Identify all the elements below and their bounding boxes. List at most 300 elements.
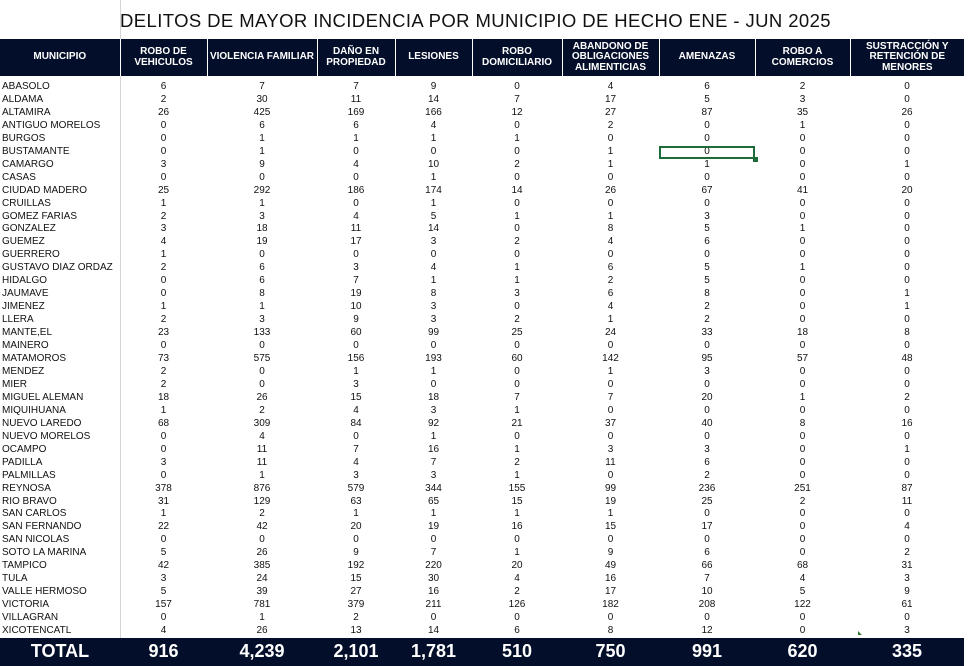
value-cell[interactable]: 1: [904, 443, 910, 455]
value-cell[interactable]: 133: [253, 327, 271, 339]
value-cell[interactable]: 1: [259, 132, 265, 144]
total-cell[interactable]: 2,101: [317, 638, 395, 666]
value-cell[interactable]: 2: [514, 456, 520, 468]
value-cell[interactable]: 4: [353, 158, 359, 170]
value-cell[interactable]: 1: [607, 314, 614, 326]
value-cell[interactable]: 8: [607, 223, 614, 235]
value-cell[interactable]: 0: [904, 365, 910, 377]
value-cell[interactable]: 3: [904, 573, 910, 585]
value-cell[interactable]: 0: [160, 443, 167, 455]
value-cell[interactable]: 344: [425, 482, 442, 494]
municipio-cell[interactable]: LLERA: [2, 314, 34, 326]
value-cell[interactable]: 1: [607, 145, 614, 157]
value-cell[interactable]: 122: [794, 599, 811, 611]
value-cell[interactable]: 0: [430, 249, 437, 261]
value-cell[interactable]: 0: [430, 340, 437, 352]
value-cell[interactable]: 2: [799, 81, 806, 92]
value-cell[interactable]: 1: [607, 158, 614, 170]
value-cell[interactable]: 0: [160, 119, 167, 131]
value-cell[interactable]: 0: [799, 612, 806, 624]
value-cell[interactable]: 0: [904, 340, 910, 352]
value-cell[interactable]: 208: [698, 599, 716, 611]
value-cell[interactable]: 0: [160, 145, 167, 157]
header-robo-domiciliario[interactable]: ROBO DOMICILIARIO: [472, 39, 562, 76]
value-cell[interactable]: 0: [904, 456, 910, 468]
value-cell[interactable]: 1: [430, 171, 437, 183]
value-cell[interactable]: 129: [253, 495, 271, 507]
municipio-cell[interactable]: JIMENEZ: [2, 301, 45, 313]
value-cell[interactable]: 0: [799, 456, 806, 468]
value-cell[interactable]: 251: [794, 482, 811, 494]
value-cell[interactable]: 3: [430, 314, 437, 326]
value-cell[interactable]: 211: [425, 599, 442, 611]
municipio-cell[interactable]: NUEVO MORELOS: [2, 430, 91, 442]
value-cell[interactable]: 2: [799, 495, 806, 507]
value-cell[interactable]: 3: [904, 625, 910, 637]
value-cell[interactable]: 186: [347, 184, 365, 196]
value-cell[interactable]: 18: [157, 391, 170, 403]
municipio-cell[interactable]: SAN CARLOS: [2, 508, 67, 520]
municipio-cell[interactable]: MIQUIHUANA: [2, 404, 66, 416]
value-cell[interactable]: 20: [511, 560, 523, 572]
municipio-cell[interactable]: BURGOS: [2, 132, 46, 144]
value-cell[interactable]: 18: [427, 391, 440, 403]
value-cell[interactable]: 1: [430, 275, 437, 287]
value-cell[interactable]: 0: [904, 145, 910, 157]
value-cell[interactable]: 49: [604, 560, 617, 572]
value-cell[interactable]: 10: [350, 301, 362, 313]
value-cell[interactable]: 166: [425, 106, 442, 118]
value-cell[interactable]: 42: [157, 560, 170, 572]
value-cell[interactable]: 1: [607, 508, 614, 520]
value-cell[interactable]: 13: [350, 625, 362, 637]
value-cell[interactable]: 37: [604, 417, 617, 429]
value-cell[interactable]: 24: [604, 327, 617, 339]
total-cell[interactable]: 620: [755, 638, 850, 666]
value-cell[interactable]: 4: [904, 521, 910, 533]
value-cell[interactable]: 0: [904, 378, 910, 390]
municipio-cell[interactable]: VALLE HERMOSO: [2, 586, 87, 598]
value-cell[interactable]: 35: [796, 106, 809, 118]
value-cell[interactable]: 0: [607, 404, 614, 416]
value-cell[interactable]: 8: [259, 288, 265, 300]
value-cell[interactable]: 87: [901, 482, 913, 494]
header-sustraccion-menores[interactable]: SUSTRACCIÓN Y RETENCIÓN DE MENORES: [850, 39, 964, 76]
value-cell[interactable]: 1: [259, 469, 265, 481]
value-cell[interactable]: 12: [511, 106, 523, 118]
municipio-cell[interactable]: TULA: [2, 573, 28, 585]
value-cell[interactable]: 0: [904, 171, 910, 183]
value-cell[interactable]: 15: [511, 495, 523, 507]
value-cell[interactable]: 68: [796, 560, 809, 572]
value-cell[interactable]: 425: [253, 106, 271, 118]
value-cell[interactable]: 1: [607, 210, 614, 222]
value-cell[interactable]: 0: [799, 365, 806, 377]
value-cell[interactable]: 9: [607, 547, 614, 559]
value-cell[interactable]: 4: [259, 430, 265, 442]
value-cell[interactable]: 1: [514, 210, 520, 222]
municipio-cell[interactable]: VICTORIA: [2, 599, 50, 611]
value-cell[interactable]: 8: [430, 288, 437, 300]
total-cell[interactable]: 510: [472, 638, 562, 666]
value-cell[interactable]: 1: [160, 508, 167, 520]
total-cell[interactable]: 1,781: [395, 638, 472, 666]
value-cell[interactable]: 0: [259, 378, 265, 390]
total-cell[interactable]: 335: [850, 638, 964, 666]
value-cell[interactable]: 575: [253, 353, 271, 365]
value-cell[interactable]: 42: [256, 521, 268, 533]
value-cell[interactable]: 0: [514, 249, 520, 261]
value-cell[interactable]: 17: [604, 93, 617, 105]
value-cell[interactable]: 1: [353, 132, 359, 144]
municipio-cell[interactable]: GONZALEZ: [2, 223, 56, 235]
municipio-cell[interactable]: MIER: [2, 378, 27, 390]
municipio-cell[interactable]: GUERRERO: [2, 249, 60, 261]
value-cell[interactable]: 0: [160, 340, 167, 352]
value-cell[interactable]: 3: [514, 288, 520, 300]
value-cell[interactable]: 0: [799, 236, 806, 248]
value-cell[interactable]: 2: [704, 301, 710, 313]
value-cell[interactable]: 10: [427, 158, 440, 170]
value-cell[interactable]: 92: [427, 417, 440, 429]
value-cell[interactable]: 27: [350, 586, 362, 598]
value-cell[interactable]: 5: [704, 262, 710, 274]
value-cell[interactable]: 11: [350, 93, 362, 105]
value-cell[interactable]: 0: [160, 275, 167, 287]
total-cell[interactable]: 991: [659, 638, 755, 666]
value-cell[interactable]: 2: [704, 469, 710, 481]
value-cell[interactable]: 7: [430, 456, 437, 468]
value-cell[interactable]: 0: [160, 430, 167, 442]
value-cell[interactable]: 0: [799, 521, 806, 533]
value-cell[interactable]: 84: [350, 417, 362, 429]
selected-cell[interactable]: 0: [659, 146, 755, 159]
value-cell[interactable]: 182: [602, 599, 619, 611]
value-cell[interactable]: 20: [901, 184, 913, 196]
value-cell[interactable]: 0: [160, 171, 167, 183]
value-cell[interactable]: 0: [514, 430, 520, 442]
value-cell[interactable]: 2: [704, 314, 710, 326]
value-cell[interactable]: 4: [607, 81, 614, 92]
value-cell[interactable]: 1: [353, 508, 359, 520]
value-cell[interactable]: 142: [602, 353, 619, 365]
municipio-cell[interactable]: SAN NICOLÁS: [2, 534, 70, 546]
value-cell[interactable]: 3: [704, 443, 710, 455]
value-cell[interactable]: 6: [704, 236, 710, 248]
value-cell[interactable]: 2: [353, 612, 359, 624]
value-cell[interactable]: 4: [160, 625, 167, 637]
value-cell[interactable]: 11: [350, 223, 362, 235]
value-cell[interactable]: 0: [799, 443, 806, 455]
value-cell[interactable]: 25: [157, 184, 170, 196]
value-cell[interactable]: 781: [253, 599, 271, 611]
value-cell[interactable]: 1: [514, 132, 520, 144]
value-cell[interactable]: 8: [799, 417, 806, 429]
value-cell[interactable]: 579: [347, 482, 365, 494]
value-cell[interactable]: 3: [353, 262, 359, 274]
value-cell[interactable]: 6: [704, 81, 710, 92]
value-cell[interactable]: 0: [704, 340, 710, 352]
value-cell[interactable]: 155: [508, 482, 526, 494]
header-lesiones[interactable]: LESIONES: [395, 39, 472, 76]
value-cell[interactable]: 0: [904, 404, 910, 416]
value-cell[interactable]: 15: [350, 573, 362, 585]
value-cell[interactable]: 0: [799, 508, 806, 520]
value-cell[interactable]: 0: [430, 612, 437, 624]
value-cell[interactable]: 0: [353, 171, 359, 183]
value-cell[interactable]: 3: [430, 404, 437, 416]
municipio-cell[interactable]: MIGUEL ALEMAN: [2, 391, 84, 403]
value-cell[interactable]: 0: [353, 534, 359, 546]
value-cell[interactable]: 2: [514, 158, 520, 170]
municipio-cell[interactable]: REYNOSA: [2, 482, 51, 494]
value-cell[interactable]: 169: [347, 106, 365, 118]
value-cell[interactable]: 0: [607, 534, 614, 546]
value-cell[interactable]: 30: [427, 573, 440, 585]
value-cell[interactable]: 0: [160, 288, 167, 300]
value-cell[interactable]: 1: [259, 197, 265, 209]
value-cell[interactable]: 1: [799, 119, 806, 131]
value-cell[interactable]: 24: [256, 573, 268, 585]
municipio-cell[interactable]: MANTE,EL: [2, 327, 53, 339]
municipio-cell[interactable]: CAMARGO: [2, 158, 54, 170]
value-cell[interactable]: 67: [701, 184, 713, 196]
municipio-cell[interactable]: ALDAMA: [2, 93, 44, 105]
value-cell[interactable]: 0: [607, 612, 614, 624]
value-cell[interactable]: 6: [259, 262, 265, 274]
value-cell[interactable]: 0: [904, 197, 910, 209]
value-cell[interactable]: 60: [350, 327, 362, 339]
total-cell[interactable]: 750: [562, 638, 659, 666]
value-cell[interactable]: 3: [259, 210, 265, 222]
value-cell[interactable]: 26: [256, 391, 268, 403]
header-robo-comercios[interactable]: ROBO A COMERCIOS: [755, 39, 850, 76]
municipio-cell[interactable]: TAMPICO: [2, 560, 47, 572]
value-cell[interactable]: 156: [347, 353, 365, 365]
municipio-cell[interactable]: PALMILLAS: [2, 469, 56, 481]
value-cell[interactable]: 0: [904, 223, 910, 235]
value-cell[interactable]: 17: [604, 586, 617, 598]
value-cell[interactable]: 0: [514, 81, 520, 92]
value-cell[interactable]: 41: [796, 184, 809, 196]
municipio-cell[interactable]: CRUILLAS: [2, 197, 51, 209]
municipio-cell[interactable]: VILLAGRAN: [2, 612, 59, 624]
value-cell[interactable]: 4: [430, 119, 437, 131]
value-cell[interactable]: 16: [901, 417, 913, 429]
value-cell[interactable]: 3: [160, 573, 167, 585]
value-cell[interactable]: 6: [160, 81, 167, 92]
value-cell[interactable]: 0: [799, 158, 806, 170]
municipio-cell[interactable]: HIDALGO: [2, 275, 48, 287]
value-cell[interactable]: 14: [427, 223, 440, 235]
value-cell[interactable]: 1: [704, 158, 710, 170]
value-cell[interactable]: 3: [799, 93, 806, 105]
value-cell[interactable]: 0: [607, 249, 614, 261]
value-cell[interactable]: 0: [799, 145, 806, 157]
value-cell[interactable]: 0: [514, 365, 520, 377]
value-cell[interactable]: 1: [799, 223, 806, 235]
value-cell[interactable]: 0: [430, 145, 437, 157]
value-cell[interactable]: 16: [604, 573, 617, 585]
value-cell[interactable]: 17: [701, 521, 713, 533]
value-cell[interactable]: 1: [904, 158, 910, 170]
header-abandono-obligaciones[interactable]: ABANDONO DE OBLIGACIONES ALIMENTICIAS: [562, 39, 659, 76]
value-cell[interactable]: 1: [514, 443, 520, 455]
value-cell[interactable]: 4: [353, 456, 359, 468]
value-cell[interactable]: 4: [353, 210, 359, 222]
value-cell[interactable]: 33: [701, 327, 713, 339]
municipio-cell[interactable]: MAINERO: [2, 340, 49, 352]
value-cell[interactable]: 0: [799, 132, 806, 144]
value-cell[interactable]: 11: [901, 495, 913, 507]
value-cell[interactable]: 5: [799, 586, 806, 598]
value-cell[interactable]: 3: [430, 236, 437, 248]
value-cell[interactable]: 0: [607, 469, 614, 481]
value-cell[interactable]: 193: [425, 353, 442, 365]
value-cell[interactable]: 2: [607, 275, 614, 287]
value-cell[interactable]: 2: [259, 508, 265, 520]
value-cell[interactable]: 19: [604, 495, 617, 507]
value-cell[interactable]: 0: [160, 534, 167, 546]
value-cell[interactable]: 30: [256, 93, 268, 105]
value-cell[interactable]: 1: [430, 365, 437, 377]
value-cell[interactable]: 0: [799, 534, 806, 546]
value-cell[interactable]: 18: [796, 327, 809, 339]
value-cell[interactable]: 3: [160, 456, 167, 468]
value-cell[interactable]: 48: [901, 353, 913, 365]
value-cell[interactable]: 19: [350, 288, 362, 300]
total-cell[interactable]: 4,239: [207, 638, 317, 666]
header-dano-propiedad[interactable]: DAÑO EN PROPIEDAD: [317, 39, 395, 76]
municipio-cell[interactable]: GUSTAVO DIAZ ORDAZ: [2, 262, 113, 274]
value-cell[interactable]: 0: [799, 430, 806, 442]
value-cell[interactable]: 2: [160, 314, 167, 326]
value-cell[interactable]: 5: [430, 210, 437, 222]
value-cell[interactable]: 1: [430, 430, 437, 442]
value-cell[interactable]: 25: [511, 327, 523, 339]
municipio-cell[interactable]: NUEVO LAREDO: [2, 417, 82, 429]
value-cell[interactable]: 0: [353, 430, 359, 442]
value-cell[interactable]: 0: [904, 262, 910, 274]
value-cell[interactable]: 0: [514, 119, 520, 131]
value-cell[interactable]: 0: [704, 378, 710, 390]
value-cell[interactable]: 26: [256, 547, 268, 559]
value-cell[interactable]: 16: [427, 443, 440, 455]
value-cell[interactable]: 18: [256, 223, 268, 235]
value-cell[interactable]: 0: [904, 430, 910, 442]
value-cell[interactable]: 1: [353, 365, 359, 377]
value-cell[interactable]: 5: [704, 275, 710, 287]
value-cell[interactable]: 7: [353, 443, 359, 455]
municipio-cell[interactable]: XICOTENCATL: [2, 625, 72, 637]
value-cell[interactable]: 2: [607, 119, 614, 131]
value-cell[interactable]: 4: [607, 236, 614, 248]
value-cell[interactable]: 0: [904, 236, 910, 248]
value-cell[interactable]: 61: [901, 599, 913, 611]
value-cell[interactable]: 0: [704, 249, 710, 261]
municipio-cell[interactable]: ABASOLO: [2, 81, 50, 92]
value-cell[interactable]: 0: [799, 249, 806, 261]
value-cell[interactable]: 26: [604, 184, 617, 196]
value-cell[interactable]: 95: [701, 353, 713, 365]
value-cell[interactable]: 1: [904, 288, 910, 300]
value-cell[interactable]: 1: [160, 301, 167, 313]
value-cell[interactable]: 0: [799, 275, 806, 287]
value-cell[interactable]: 11: [256, 443, 268, 455]
value-cell[interactable]: 0: [160, 469, 167, 481]
value-cell[interactable]: 3: [430, 469, 437, 481]
value-cell[interactable]: 0: [259, 340, 265, 352]
value-cell[interactable]: 4: [799, 573, 806, 585]
value-cell[interactable]: 0: [514, 301, 520, 313]
value-cell[interactable]: 5: [704, 223, 710, 235]
header-violencia-familiar[interactable]: VIOLENCIA FAMILIAR: [207, 39, 317, 76]
value-cell[interactable]: 0: [904, 314, 910, 326]
value-cell[interactable]: 22: [157, 521, 170, 533]
value-cell[interactable]: 0: [704, 197, 710, 209]
municipio-cell[interactable]: OCAMPO: [2, 443, 47, 455]
value-cell[interactable]: 2: [160, 378, 167, 390]
value-cell[interactable]: 0: [514, 223, 520, 235]
value-cell[interactable]: 309: [253, 417, 271, 429]
value-cell[interactable]: 9: [259, 158, 265, 170]
value-cell[interactable]: 6: [704, 456, 710, 468]
value-cell[interactable]: 0: [259, 171, 265, 183]
value-cell[interactable]: 2: [514, 314, 520, 326]
value-cell[interactable]: 1: [799, 391, 806, 403]
municipio-cell[interactable]: CIUDAD MADERO: [2, 184, 88, 196]
value-cell[interactable]: 0: [430, 534, 437, 546]
total-cell[interactable]: 916: [120, 638, 207, 666]
value-cell[interactable]: 4: [607, 301, 614, 313]
value-cell[interactable]: 0: [904, 132, 910, 144]
value-cell[interactable]: 0: [704, 430, 710, 442]
value-cell[interactable]: 1: [514, 469, 520, 481]
value-cell[interactable]: 9: [353, 547, 359, 559]
value-cell[interactable]: 15: [604, 521, 617, 533]
value-cell[interactable]: 25: [701, 495, 713, 507]
value-cell[interactable]: 73: [157, 353, 170, 365]
value-cell[interactable]: 1: [514, 262, 520, 274]
value-cell[interactable]: 379: [347, 599, 365, 611]
value-cell[interactable]: 20: [350, 521, 362, 533]
value-cell[interactable]: 9: [904, 586, 910, 598]
value-cell[interactable]: 1: [514, 508, 520, 520]
value-cell[interactable]: 31: [157, 495, 170, 507]
value-cell[interactable]: 27: [604, 106, 617, 118]
value-cell[interactable]: 0: [514, 378, 520, 390]
value-cell[interactable]: 10: [701, 586, 713, 598]
value-cell[interactable]: 14: [511, 184, 523, 196]
value-cell[interactable]: 15: [350, 391, 362, 403]
total-label[interactable]: TOTAL: [0, 638, 120, 666]
value-cell[interactable]: 4: [430, 262, 437, 274]
value-cell[interactable]: 8: [607, 625, 614, 637]
value-cell[interactable]: 0: [799, 547, 806, 559]
value-cell[interactable]: 0: [514, 171, 520, 183]
value-cell[interactable]: 0: [704, 119, 710, 131]
value-cell[interactable]: 3: [704, 365, 710, 377]
value-cell[interactable]: 19: [427, 521, 440, 533]
value-cell[interactable]: 157: [155, 599, 172, 611]
value-cell[interactable]: 0: [514, 534, 520, 546]
value-cell[interactable]: 8: [704, 288, 710, 300]
value-cell[interactable]: 0: [799, 378, 806, 390]
municipio-cell[interactable]: SAN FERNANDO: [2, 521, 82, 533]
value-cell[interactable]: 1: [259, 612, 265, 624]
value-cell[interactable]: 0: [704, 534, 710, 546]
value-cell[interactable]: 16: [511, 521, 523, 533]
